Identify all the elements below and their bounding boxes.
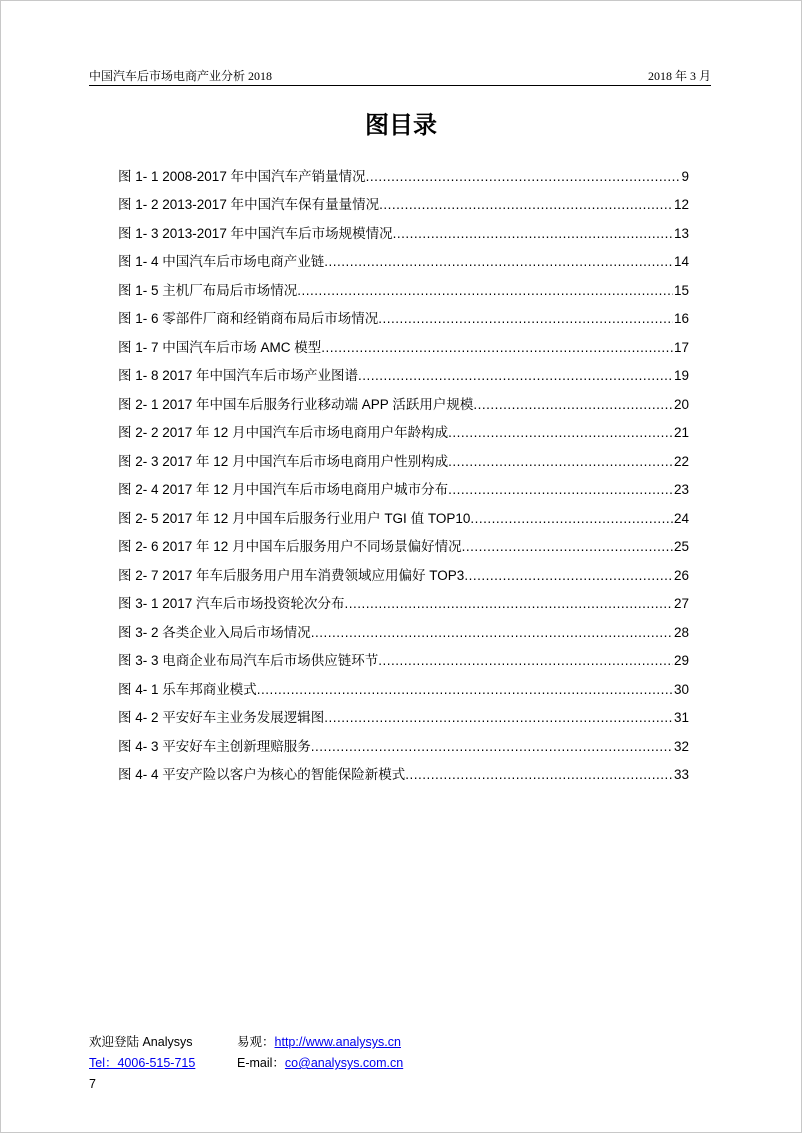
toc-entry-label: 图 2- 2 2017 年 12 月中国汽车后市场电商用户年龄构成 <box>118 425 449 440</box>
footer-site-link[interactable]: http://www.analysys.cn <box>274 1035 401 1049</box>
toc-entry-label: 图 4- 2 平安好车主业务发展逻辑图 <box>118 710 325 725</box>
toc-entry-label: 图 1- 2 2013-2017 年中国汽车保有量量情况 <box>118 197 380 212</box>
toc-entry-page: 33 <box>673 767 689 782</box>
toc-entry[interactable] <box>118 471 689 500</box>
toc-entry-page: 15 <box>673 282 689 298</box>
toc-entry[interactable] <box>118 328 689 357</box>
page-header <box>89 67 711 86</box>
toc-leader-dots <box>462 538 673 556</box>
footer-welcome: 欢迎登陆 Analysys <box>89 1035 193 1049</box>
toc-entry-page: 31 <box>673 710 689 725</box>
footer-email-label: E-mail： <box>237 1056 285 1070</box>
toc-entry[interactable] <box>118 243 689 272</box>
toc-entry-page: 13 <box>673 225 689 241</box>
toc-entry-page: 29 <box>673 653 689 668</box>
toc-entry[interactable] <box>118 357 689 386</box>
toc-leader-dots <box>473 396 673 414</box>
toc-leader-dots <box>297 282 673 300</box>
toc-entry-page: 28 <box>673 624 689 640</box>
toc-leader-dots <box>448 481 673 499</box>
toc-entry[interactable] <box>118 414 689 443</box>
footer-tel-link[interactable]: Tel：4006-515-715 <box>89 1056 196 1070</box>
toc-entry-page: 27 <box>673 596 689 611</box>
toc-entry-label: 图 4- 3 平安好车主创新理赔服务 <box>118 738 311 754</box>
toc-entry-page: 24 <box>673 510 689 526</box>
toc-entry[interactable] <box>118 585 689 614</box>
toc-entry-page: 32 <box>673 738 689 754</box>
toc-leader-dots <box>470 510 673 528</box>
toc-entry[interactable] <box>118 300 689 329</box>
toc-entry[interactable] <box>118 699 689 728</box>
toc-entry-page: 22 <box>673 453 689 469</box>
page-title: 图目录 <box>365 112 437 139</box>
toc-leader-dots <box>358 367 673 385</box>
toc-entry-label: 图 4- 4 平安产险以客户为核心的智能保险新模式 <box>118 767 406 782</box>
toc-entry[interactable] <box>118 214 689 243</box>
toc-entry-page: 16 <box>673 311 689 326</box>
toc-entry-label: 图 3- 1 2017 汽车后市场投资轮次分布 <box>118 596 345 611</box>
toc-entry-label: 图 1- 3 2013-2017 年中国汽车后市场规模情况 <box>118 225 393 241</box>
toc-entry-page: 23 <box>673 482 689 497</box>
toc-entry-label: 图 1- 7 中国汽车后市场 AMC 模型 <box>118 339 322 355</box>
toc-entry-label: 图 1- 6 零部件厂商和经销商布局后市场情况 <box>118 311 379 326</box>
toc-entry-label: 图 1- 5 主机厂布局后市场情况 <box>118 282 298 298</box>
toc-leader-dots <box>257 681 673 699</box>
toc-entry-label: 图 1- 4 中国汽车后市场电商产业链 <box>118 254 325 269</box>
toc-leader-dots <box>345 595 673 613</box>
toc-entry-label: 图 2- 7 2017 年车后服务用户用车消费领域应用偏好 TOP3 <box>118 567 465 583</box>
toc-leader-dots <box>448 424 673 442</box>
toc-entry-page: 21 <box>673 425 689 440</box>
page-number: 7 <box>89 1077 96 1091</box>
toc-entry-page: 19 <box>673 368 689 383</box>
toc-entry-page: 12 <box>673 197 689 212</box>
toc-entry-label: 图 2- 1 2017 年中国车后服务行业移动端 APP 活跃用户规模 <box>118 396 474 412</box>
toc-entry[interactable] <box>118 528 689 557</box>
toc-entry-label: 图 2- 3 2017 年 12 月中国汽车后市场电商用户性别构成 <box>118 453 449 469</box>
toc-entry-page: 26 <box>673 567 689 583</box>
toc-entry-page: 14 <box>673 254 689 269</box>
toc-entry-label: 图 3- 3 电商企业布局汽车后市场供应链环节 <box>118 653 379 668</box>
toc-entry-label: 图 2- 6 2017 年 12 月中国车后服务用户不同场景偏好情况 <box>118 539 462 554</box>
toc-leader-dots <box>366 168 681 186</box>
header-report-title: 中国汽车后市场电商产业分析 2018 <box>89 69 273 83</box>
toc-entry-page: 25 <box>673 539 689 554</box>
toc-leader-dots <box>311 624 673 642</box>
toc-entry-label: 图 4- 1 乐车邦商业模式 <box>118 681 257 697</box>
toc-entry-page: 20 <box>673 396 689 412</box>
toc-leader-dots <box>405 766 673 784</box>
toc-entry[interactable] <box>118 186 689 215</box>
toc-entry[interactable] <box>118 499 689 528</box>
toc-entry[interactable] <box>118 157 689 186</box>
toc-entry[interactable] <box>118 670 689 699</box>
toc-entry-label: 图 2- 4 2017 年 12 月中国汽车后市场电商用户城市分布 <box>118 482 449 497</box>
figure-list <box>118 157 689 784</box>
toc-leader-dots <box>379 196 673 214</box>
toc-entry[interactable] <box>118 271 689 300</box>
toc-entry[interactable] <box>118 727 689 756</box>
toc-leader-dots <box>324 709 673 727</box>
toc-entry-label: 图 1- 8 2017 年中国汽车后市场产业图谱 <box>118 368 359 383</box>
toc-entry-page: 30 <box>673 681 689 697</box>
toc-entry[interactable] <box>118 642 689 671</box>
toc-leader-dots <box>393 225 673 243</box>
toc-entry[interactable] <box>118 613 689 642</box>
toc-leader-dots <box>378 310 673 328</box>
toc-leader-dots <box>324 253 673 271</box>
toc-leader-dots <box>448 453 673 471</box>
toc-leader-dots <box>311 738 673 756</box>
header-date: 2018 年 3 月 <box>647 69 711 83</box>
footer-email-link[interactable]: co@analysys.com.cn <box>284 1056 404 1070</box>
toc-entry-label: 图 3- 2 各类企业入局后市场情况 <box>118 624 311 640</box>
toc-entry[interactable] <box>118 556 689 585</box>
toc-entry-label: 图 1- 1 2008-2017 年中国汽车产销量情况 <box>118 168 366 184</box>
toc-leader-dots <box>378 652 673 670</box>
toc-leader-dots <box>464 567 673 585</box>
toc-entry-label: 图 2- 5 2017 年 12 月中国车后服务行业用户 TGI 值 TOP10 <box>118 510 471 526</box>
toc-entry[interactable] <box>118 385 689 414</box>
toc-entry[interactable] <box>118 442 689 471</box>
toc-entry-page: 17 <box>673 339 689 355</box>
toc-entry-page: 9 <box>681 168 689 184</box>
toc-entry[interactable] <box>118 756 689 785</box>
footer-site-label: 易观： <box>237 1035 275 1049</box>
toc-leader-dots <box>321 339 673 357</box>
